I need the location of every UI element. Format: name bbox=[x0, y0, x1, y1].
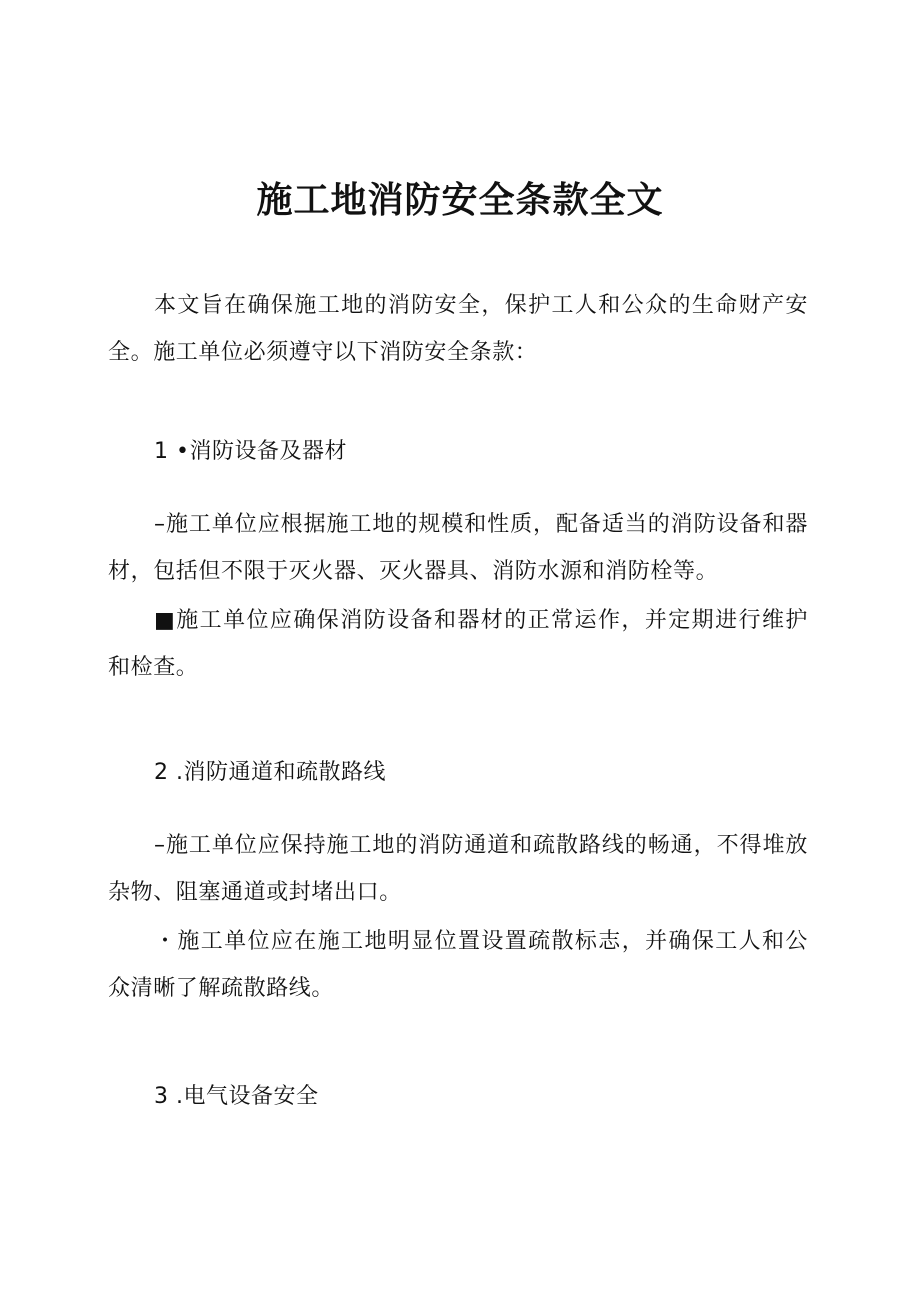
intro-paragraph: 本文旨在确保施工地的消防安全，保护工人和公众的生命财产安全。施工单位必须遵守以下消防安全条款： bbox=[108, 293, 808, 365]
section-1-item-2: ■施工单位应确保消防设备和器材的正常运作，并定期进行维护和检查。 bbox=[108, 608, 808, 680]
section-2-item-2: ・施工单位应在施工地明显位置设置疏散标志，并确保工人和公众清晰了解疏散路线。 bbox=[108, 929, 808, 1001]
section-1-item-1: –施工单位应根据施工地的规模和性质，配备适当的消防设备和器材，包括但不限于灭火器、灭火器具、消防水源和消防栓等。 bbox=[108, 512, 808, 584]
section-2-item-1: –施工单位应保持施工地的消防通道和疏散路线的畅通，不得堆放杂物、阻塞通道或封堵出口。 bbox=[108, 833, 808, 905]
document-title: 施工地消防安全条款全文 bbox=[256, 180, 664, 221]
section-1-heading: 1 •消防设备及器材 bbox=[154, 439, 347, 464]
section-2-heading: 2 .消防通道和疏散路线 bbox=[154, 760, 386, 785]
section-3-heading: 3 .电气设备安全 bbox=[154, 1084, 319, 1109]
